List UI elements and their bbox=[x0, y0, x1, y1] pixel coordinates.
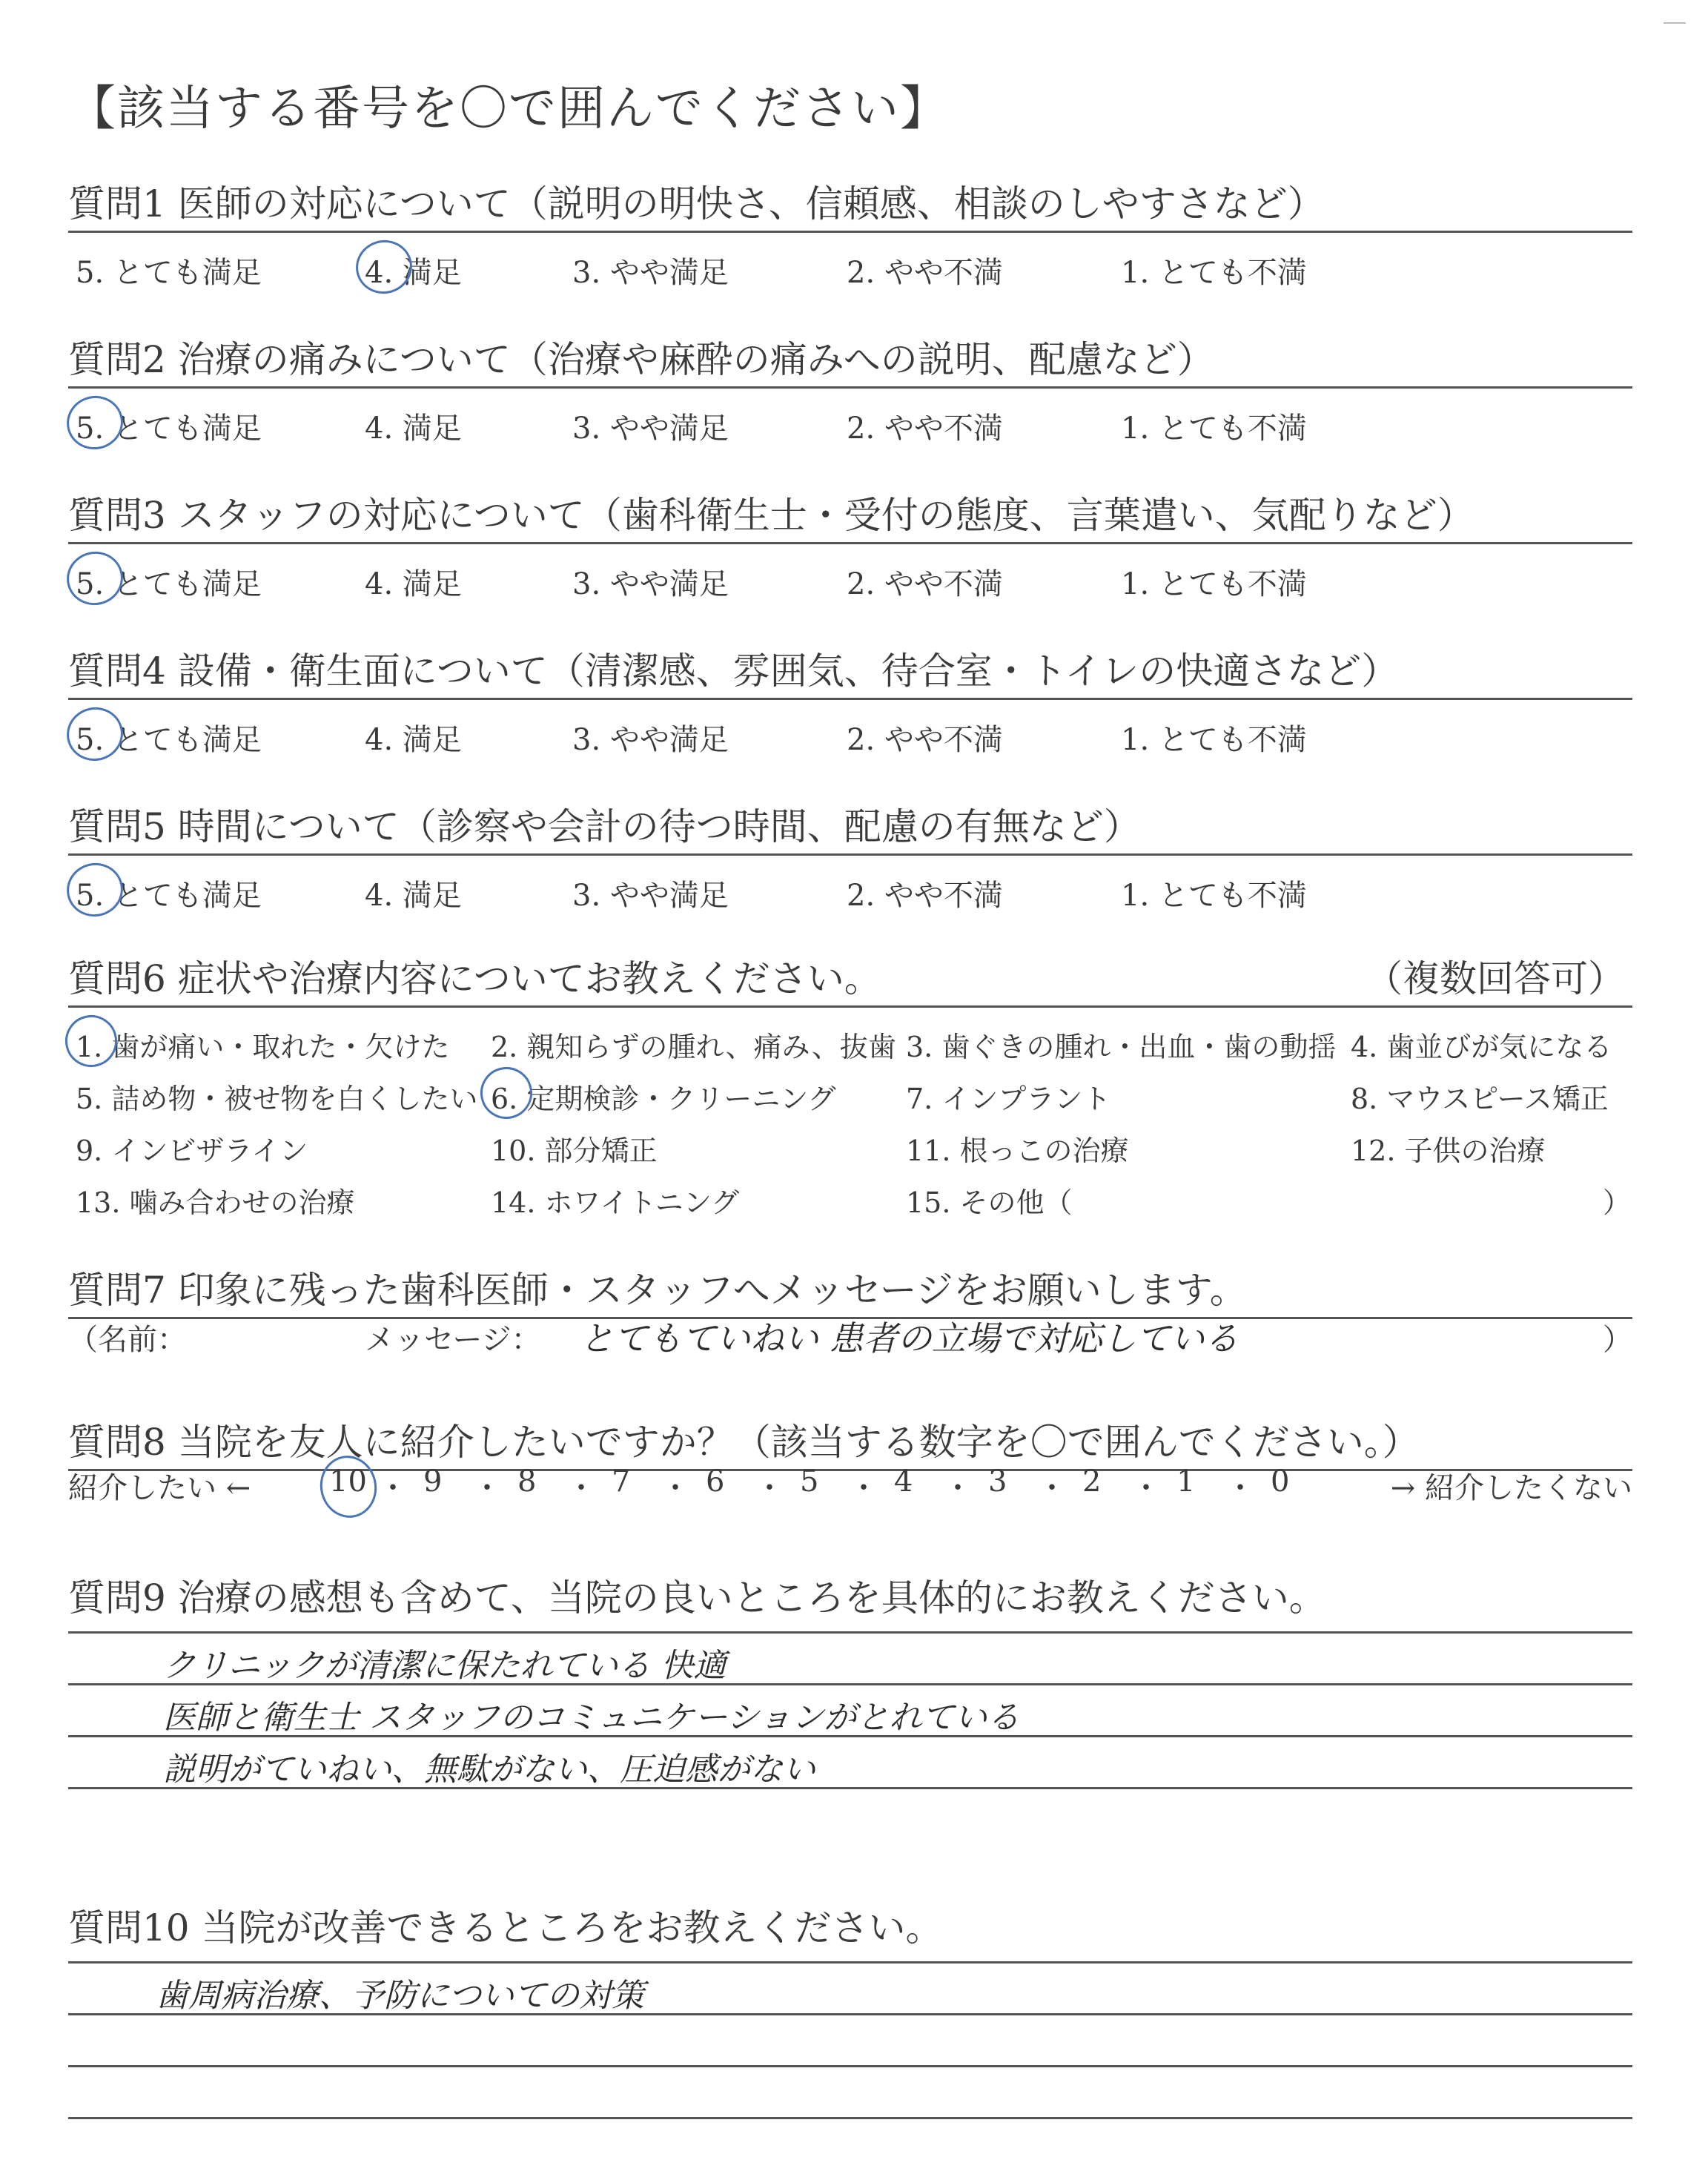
question-1 bbox=[68, 174, 1632, 292]
rating-option[interactable]: 2. やや不満 bbox=[847, 723, 1003, 757]
rating-option[interactable]: 3. やや満足 bbox=[572, 256, 729, 290]
answer-line bbox=[68, 1787, 1632, 1789]
rating-options bbox=[68, 856, 1632, 915]
symptom-options bbox=[68, 1008, 1632, 1223]
recommend-right-label: → 紹介したくない bbox=[1390, 1471, 1632, 1505]
symptom-option[interactable]: 4. 歯並びが気になる bbox=[1351, 1031, 1612, 1063]
question-title: 質問4 設備・衛生面について（清潔感、雰囲気、待合室・トイレの快適さなど） bbox=[68, 650, 1399, 693]
rating-option[interactable]: 3. やや満足 bbox=[572, 723, 729, 757]
question-2 bbox=[68, 330, 1632, 448]
question-title: 質問10 当院が改善できるところをお教えください。 bbox=[68, 1906, 943, 1949]
symptom-option[interactable]: 9. インビザライン bbox=[76, 1135, 308, 1167]
question-title: 質問9 治療の感想も含めて、当院の良いところを具体的にお教えください。 bbox=[68, 1576, 1326, 1619]
recommend-score-8[interactable]: 8 bbox=[517, 1464, 537, 1499]
rating-option[interactable]: 1. とても不満 bbox=[1121, 723, 1307, 757]
message-close: ） bbox=[1603, 1323, 1632, 1357]
question-title: 質問6 症状や治療内容についてお教えください。 （複数回答可） bbox=[68, 949, 1632, 1001]
symptom-option[interactable]: 3. 歯ぐきの腫れ・出血・歯の動揺 bbox=[906, 1031, 1337, 1063]
answer-line bbox=[68, 2117, 1632, 2119]
message-label: メッセージ： bbox=[365, 1323, 541, 1357]
handwritten-answer[interactable]: 説明がていねい、無駄がない、圧迫感がない bbox=[163, 1751, 815, 1789]
rating-option[interactable]: 4. 満足 bbox=[365, 256, 462, 290]
question-4 bbox=[68, 641, 1632, 759]
name-label: （名前： bbox=[68, 1323, 187, 1357]
scale-separator: ・ bbox=[566, 1471, 596, 1505]
scale-separator: ・ bbox=[1037, 1471, 1067, 1505]
scale-separator: ・ bbox=[849, 1471, 878, 1505]
rating-option[interactable]: 5. とても満足 bbox=[76, 879, 262, 913]
symptom-option[interactable]: 8. マウスピース矯正 bbox=[1351, 1083, 1609, 1115]
handwritten-answer[interactable]: 医師と衛生士 スタッフのコミュニケーションがとれている bbox=[163, 1699, 1020, 1737]
symptom-option[interactable]: 10. 部分矯正 bbox=[491, 1135, 658, 1167]
rating-options bbox=[68, 233, 1632, 292]
scale-separator: ・ bbox=[755, 1471, 784, 1505]
question-6 bbox=[68, 949, 1632, 1223]
scale-separator: ・ bbox=[378, 1471, 408, 1505]
rating-option[interactable]: 2. やや不満 bbox=[847, 879, 1003, 913]
question-title: 質問8 当院を友人に紹介したいですか？（該当する数字を〇で囲んでください。） bbox=[68, 1421, 1420, 1464]
rating-option[interactable]: 3. やや満足 bbox=[572, 412, 729, 446]
recommend-score-0[interactable]: 0 bbox=[1271, 1464, 1290, 1499]
answer-line bbox=[68, 1683, 1632, 1685]
recommend-score-6[interactable]: 6 bbox=[706, 1464, 725, 1499]
rating-option[interactable]: 2. やや不満 bbox=[847, 567, 1003, 601]
answer-line bbox=[68, 1735, 1632, 1737]
recommend-score-2[interactable]: 2 bbox=[1082, 1464, 1102, 1499]
recommend-score-10[interactable]: 10 bbox=[329, 1464, 367, 1499]
rating-option[interactable]: 3. やや満足 bbox=[572, 567, 729, 601]
symptom-option[interactable]: 6. 定期検診・クリーニング bbox=[491, 1083, 836, 1115]
recommend-score-1[interactable]: 1 bbox=[1176, 1464, 1196, 1499]
rating-option[interactable]: 5. とても満足 bbox=[76, 567, 262, 601]
symptom-option[interactable]: 15. その他（ bbox=[906, 1186, 1073, 1219]
rating-option[interactable]: 1. とても不満 bbox=[1121, 567, 1307, 601]
other-close-paren: ） bbox=[1603, 1186, 1632, 1219]
scale-separator: ・ bbox=[943, 1471, 973, 1505]
question-title: 質問7 印象に残った歯科医師・スタッフへメッセージをお願いします。 bbox=[68, 1269, 1247, 1312]
rating-option[interactable]: 5. とても満足 bbox=[76, 256, 262, 290]
recommend-left-label: 紹介したい ← bbox=[68, 1471, 251, 1505]
rating-option[interactable]: 2. やや不満 bbox=[847, 256, 1003, 290]
symptom-option[interactable]: 11. 根っこの治療 bbox=[906, 1135, 1129, 1167]
question-title: 質問3 スタッフの対応について（歯科衛生士・受付の態度、言葉遣い、気配りなど） bbox=[68, 494, 1474, 537]
rating-option[interactable]: 4. 満足 bbox=[365, 567, 462, 601]
question-title: 質問5 時間について（診察や会計の待つ時間、配慮の有無など） bbox=[68, 805, 1141, 848]
rating-option[interactable]: 2. やや不満 bbox=[847, 412, 1003, 446]
recommend-score-3[interactable]: 3 bbox=[988, 1464, 1007, 1499]
question-3 bbox=[68, 486, 1632, 604]
rating-option[interactable]: 3. やや満足 bbox=[572, 879, 729, 913]
recommend-score-7[interactable]: 7 bbox=[612, 1464, 631, 1499]
symptom-option[interactable]: 12. 子供の治療 bbox=[1351, 1135, 1546, 1167]
symptom-option[interactable]: 2. 親知らずの腫れ、痛み、抜歯 bbox=[491, 1031, 896, 1063]
rating-option[interactable]: 1. とても不満 bbox=[1121, 256, 1307, 290]
form-header: 【該当する番号を〇で囲んでください】 bbox=[68, 82, 949, 136]
symptom-option[interactable]: 13. 噛み合わせの治療 bbox=[76, 1186, 355, 1219]
message-handwriting[interactable]: とてもていねい 患者の立場で対応している bbox=[580, 1318, 1239, 1358]
question-title: 質問1 医師の対応について（説明の明快さ、信頼感、相談のしやすさなど） bbox=[68, 182, 1325, 225]
scale-separator: ・ bbox=[661, 1471, 690, 1505]
symptom-option[interactable]: 1. 歯が痛い・取れた・欠けた bbox=[76, 1031, 450, 1063]
rating-options bbox=[68, 544, 1632, 604]
answer-line bbox=[68, 2065, 1632, 2067]
rating-option[interactable]: 5. とても満足 bbox=[76, 723, 262, 757]
rating-option[interactable]: 4. 満足 bbox=[365, 723, 462, 757]
symptom-option[interactable]: 14. ホワイトニング bbox=[491, 1186, 740, 1219]
handwritten-answer[interactable]: 歯周病治療、予防についての対策 bbox=[156, 1977, 645, 2015]
scale-separator: ・ bbox=[1225, 1471, 1255, 1505]
handwritten-answer[interactable]: クリニックが清潔に保たれている 快適 bbox=[163, 1647, 726, 1685]
rating-options bbox=[68, 389, 1632, 448]
recommend-score-4[interactable]: 4 bbox=[894, 1464, 913, 1499]
symptom-option[interactable]: 5. 詰め物・被せ物を白くしたい bbox=[76, 1083, 478, 1115]
scale-separator: ・ bbox=[1131, 1471, 1161, 1505]
answer-line bbox=[68, 1631, 1632, 1634]
question-9 bbox=[68, 1568, 1632, 1620]
rating-option[interactable]: 5. とても満足 bbox=[76, 412, 262, 446]
recommend-score-5[interactable]: 5 bbox=[800, 1464, 819, 1499]
rating-option[interactable]: 1. とても不満 bbox=[1121, 879, 1307, 913]
symptom-option[interactable]: 7. インプラント bbox=[906, 1083, 1111, 1115]
answer-line bbox=[68, 2013, 1632, 2015]
scale-separator: ・ bbox=[472, 1471, 502, 1505]
recommend-score-9[interactable]: 9 bbox=[423, 1464, 443, 1499]
question-7 bbox=[68, 1261, 1632, 1319]
question-5 bbox=[68, 797, 1632, 915]
question-10 bbox=[68, 1898, 1632, 1950]
question-title: 質問2 治療の痛みについて（治療や麻酔の痛みへの説明、配慮など） bbox=[68, 338, 1214, 381]
rating-option[interactable]: 4. 満足 bbox=[365, 412, 462, 446]
question-8 bbox=[68, 1413, 1632, 1471]
multiple-answers-note: （複数回答可） bbox=[1366, 957, 1625, 1000]
rating-options bbox=[68, 700, 1632, 759]
scan-mark bbox=[1664, 22, 1686, 33]
rating-option[interactable]: 1. とても不満 bbox=[1121, 412, 1307, 446]
answer-line bbox=[68, 1961, 1632, 1964]
rating-option[interactable]: 4. 満足 bbox=[365, 879, 462, 913]
